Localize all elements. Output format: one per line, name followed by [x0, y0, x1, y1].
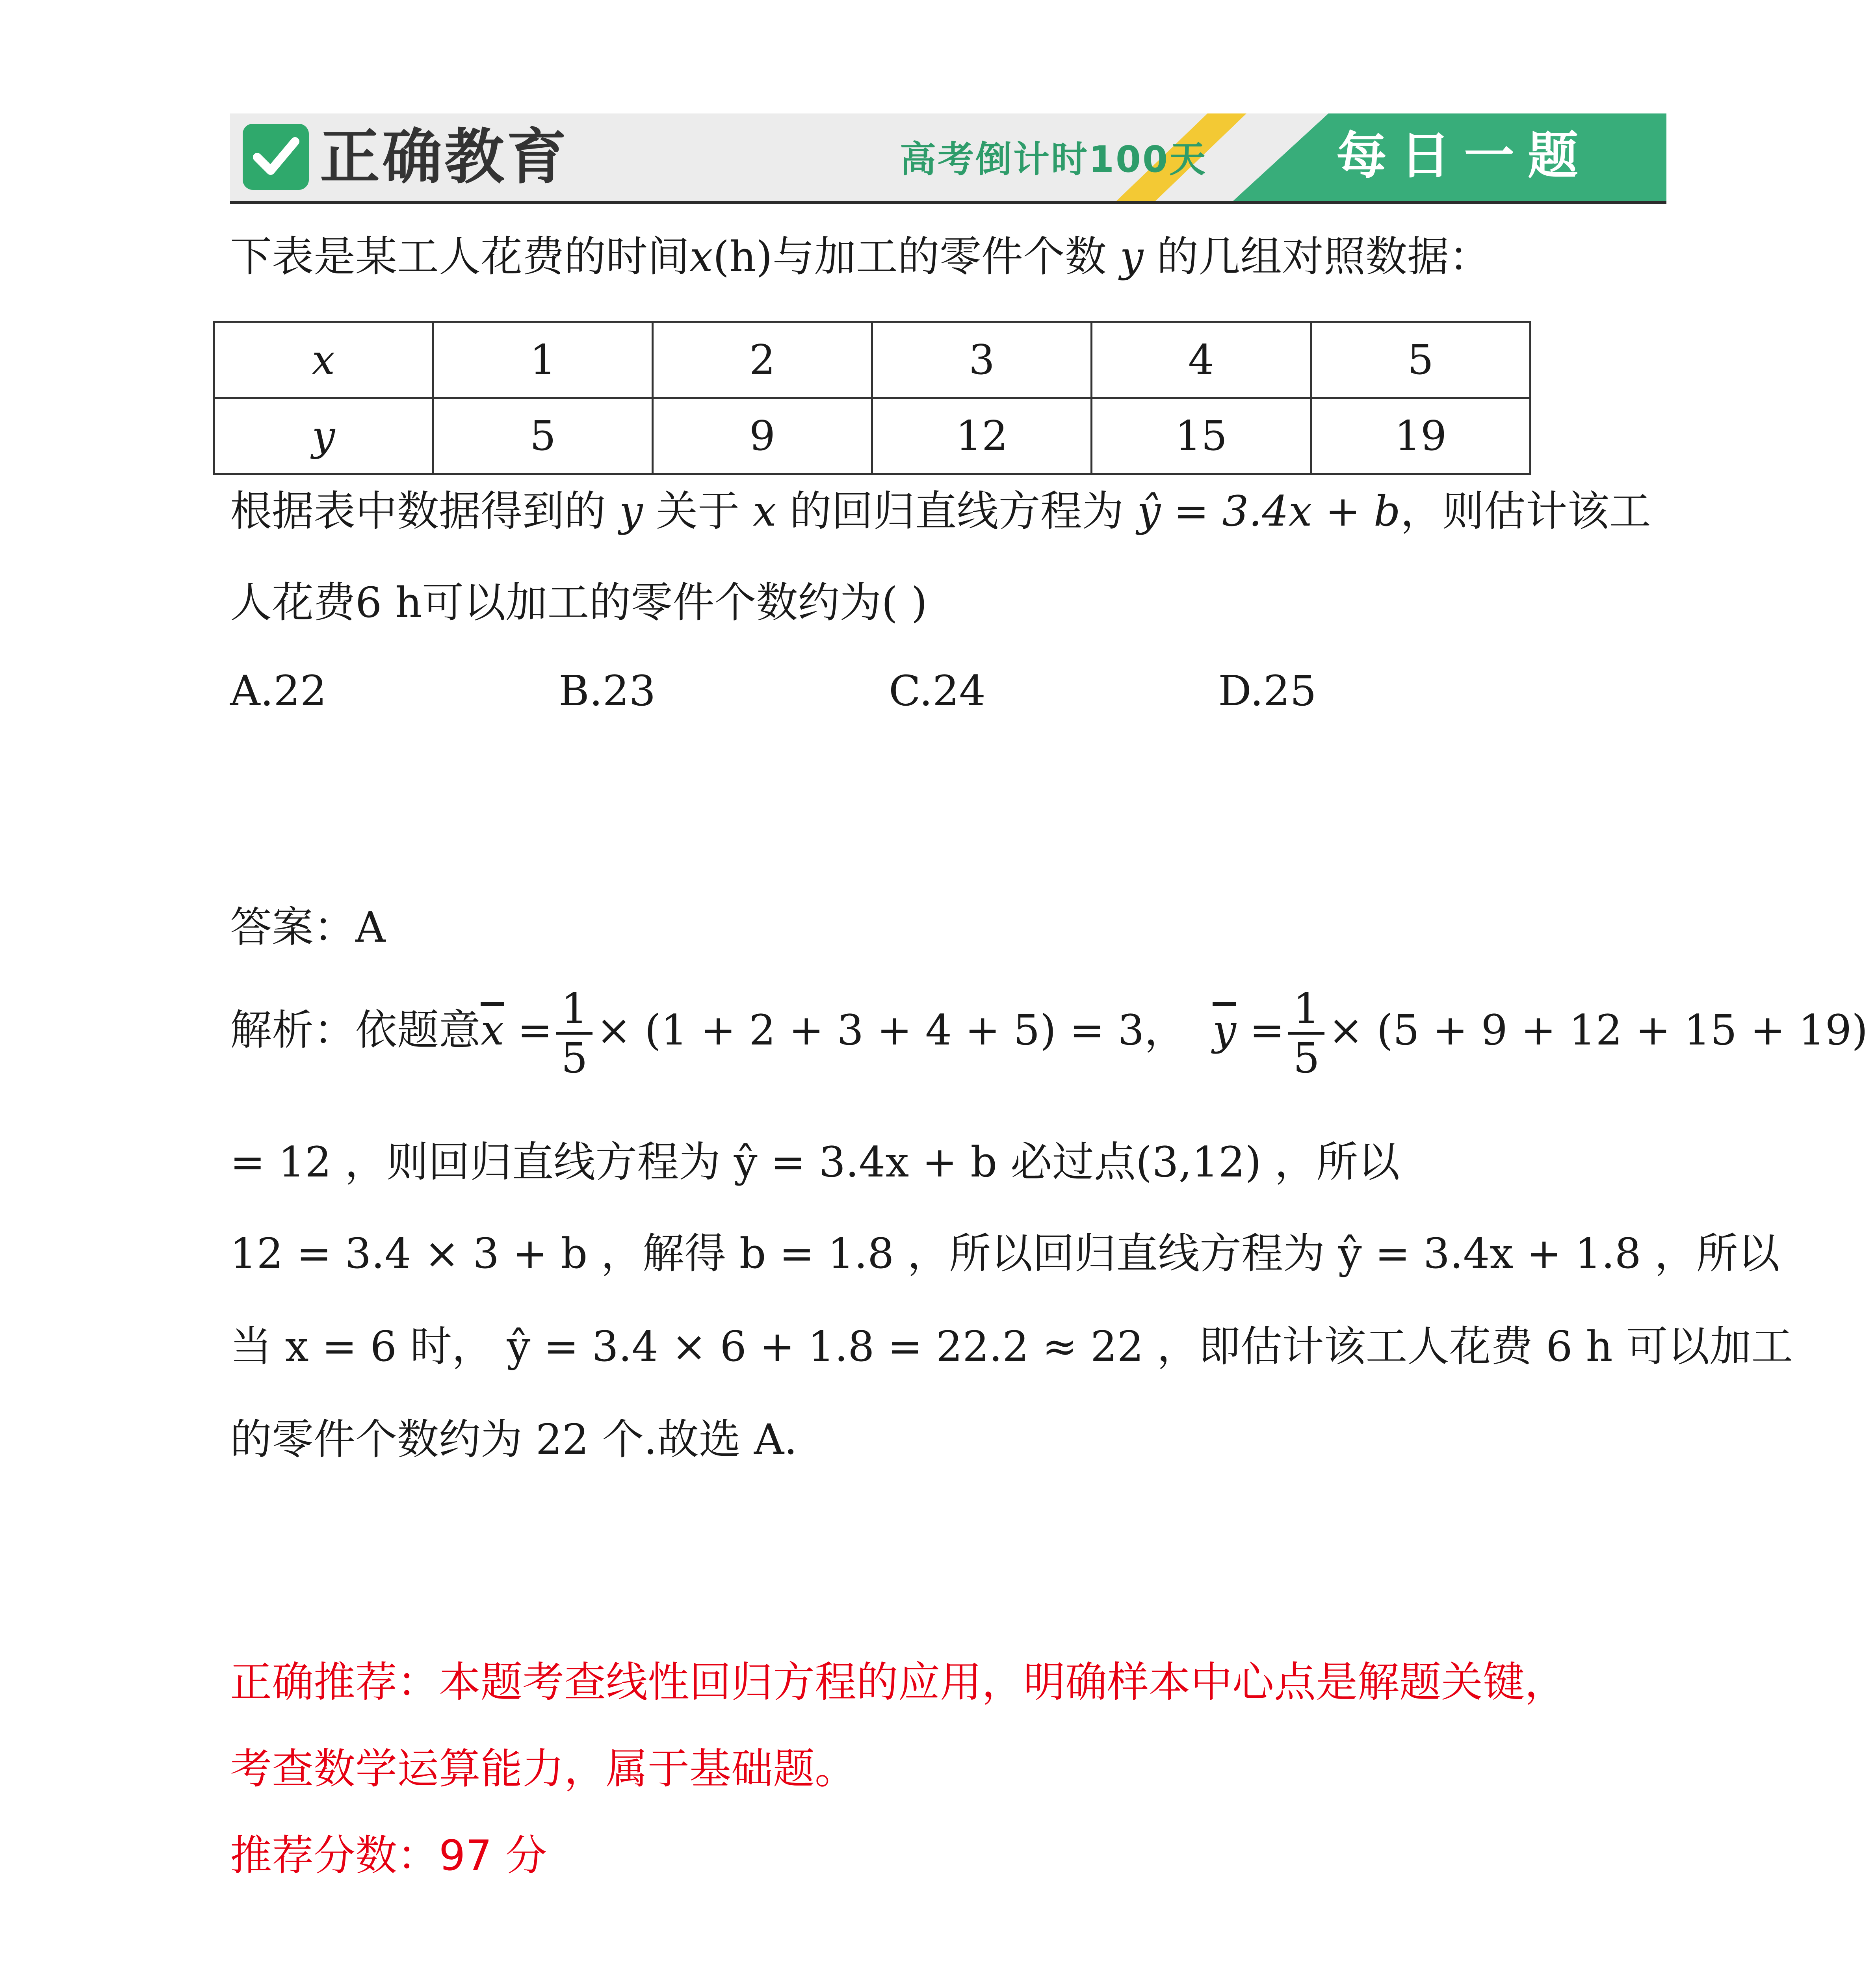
- question-intro: 下表是某工人花费的时间x(h)与加工的零件个数 y 的几组对照数据：: [230, 232, 1491, 281]
- y-bar: $\overline{y}$: [1213, 1006, 1236, 1054]
- option-c: C.24: [889, 667, 986, 715]
- countdown-label: 高考倒计时100天: [900, 138, 1207, 180]
- table-cell: 15: [1092, 398, 1311, 474]
- daily-question-label: 每日一题: [1336, 126, 1592, 185]
- brand-name: 正确教育: [320, 122, 569, 192]
- x-bar: $\overline{x}$: [481, 1006, 504, 1054]
- table-cell: 9: [653, 398, 872, 474]
- analysis-line-1: 解析：依题意$\overline{x}$ = $\frac{1}{5}$ × (1 + 2 + 3 + 4 + 5) = 3， $\overline{y}$ = $\frac{1}{5}$ × (5 + 9 + 12 + 15 + 19): [230, 984, 1868, 1083]
- analysis-line-4: 当 x = 6 时， ŷ = 3.4 × 6 + 1.8 = 22.2 ≈ 22 ，即估计该工人花费 6 h 可以加工: [230, 1322, 1793, 1371]
- question-line-1: 根据表中数据得到的 y 关于 x 的回归直线方程为 ŷ = 3.4x + b，则估计该工: [230, 487, 1651, 535]
- fraction: $\frac{1}{5}$: [1288, 985, 1324, 1082]
- data-table: [213, 321, 1531, 475]
- fraction: $\frac{1}{5}$: [556, 985, 592, 1082]
- table-cell: 19: [1311, 398, 1531, 474]
- analysis-line-2: = 12 ，则回归直线方程为 ŷ = 3.4x + b 必过点(3,12) ，所以: [230, 1138, 1400, 1186]
- table-header-y: y: [214, 398, 433, 474]
- table-cell: 12: [872, 398, 1092, 474]
- recommend-line-2: 考查数学运算能力，属于基础题。: [230, 1745, 856, 1793]
- table-row-y: [214, 398, 1531, 474]
- table-cell: 1: [433, 322, 653, 398]
- answer-label: 答案：A: [230, 903, 386, 952]
- analysis-line-5: 的零件个数约为 22 个.故选 A.: [230, 1415, 797, 1464]
- table-cell: 5: [1311, 322, 1531, 398]
- table-row-x: [214, 322, 1531, 398]
- table-cell: 5: [433, 398, 653, 474]
- table-cell: 2: [653, 322, 872, 398]
- question-line-2: 人花费6 h可以加工的零件个数约为( ): [230, 578, 927, 627]
- option-b: B.23: [559, 667, 656, 715]
- regression-equation: ŷ = 3.4x + b: [1137, 487, 1400, 535]
- table-cell: 3: [872, 322, 1092, 398]
- recommend-line-1: 正确推荐：本题考查线性回归方程的应用，明确样本中心点是解题关键，: [230, 1658, 1566, 1706]
- check-icon: [243, 124, 309, 190]
- header-banner: [230, 113, 1666, 201]
- table-cell: 4: [1092, 322, 1311, 398]
- header-rule: [230, 201, 1666, 204]
- analysis-line-3: 12 = 3.4 × 3 + b ，解得 b = 1.8 ，所以回归直线方程为 ŷ = 3.4x + 1.8 ，所以: [230, 1229, 1780, 1278]
- option-d: D.25: [1218, 667, 1317, 715]
- option-a: A.22: [230, 667, 327, 715]
- table-header-x: x: [214, 322, 433, 398]
- recommend-score: 推荐分数：97 分: [230, 1831, 547, 1880]
